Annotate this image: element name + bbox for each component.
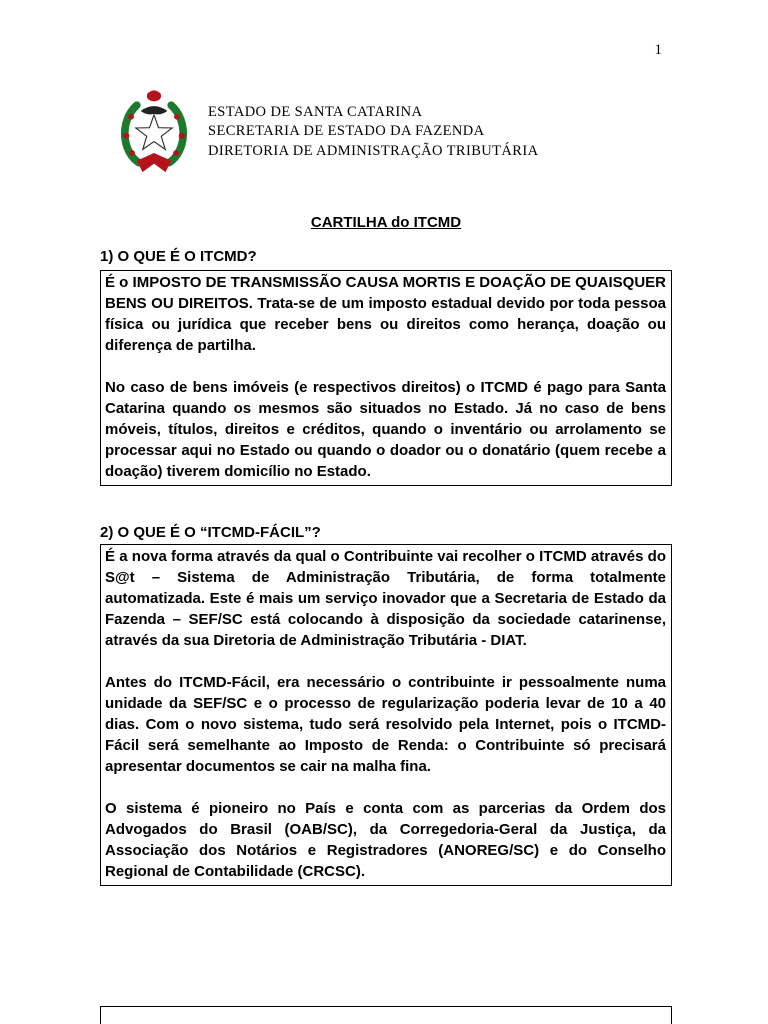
paragraph: Antes do ITCMD-Fácil, era necessário o contribuinte ir pessoalmente numa unidade da SEF/SC e o processo de regularização poderia levar de 10 a 40 dias. Com o novo sistema, tudo será resolvido pela Internet, pois o ITCMD-Fácil será semelhante ao Imposto de Renda: o Contribuinte só precisará apresentar documentos se cair na malha fina.: [105, 674, 666, 775]
org-line-directorate: DIRETORIA DE ADMINISTRAÇÃO TRIBUTÁRIA: [208, 142, 539, 159]
section-2-text-box: [100, 544, 672, 886]
paragraph: No caso de bens imóveis (e respectivos direitos) o ITCMD é pago para Santa Catarina quando os mesmos são situados no Estado. Já no caso de bens móveis, títulos, direitos e créditos, quando o inventário ou arrolamento se processar aqui no Estado ou quando o doador ou o donatário (quem recebe a doação) tiverem domicílio no Estado.: [105, 379, 666, 480]
paragraph: É a nova forma através da qual o Contribuinte vai recolher o ITCMD através do S@t – Sistema de Administração Tributária, de forma totalmente automatizada. Este é mais um serviço inovador que a Secretaria de Estado da Fazenda – SEF/SC está colocando à disposição da sociedade catarinense, através da sua Diretoria de Administração Tributária - DIAT.: [105, 548, 666, 649]
document-title: CARTILHA do ITCMD: [310, 214, 462, 231]
org-line-state: ESTADO DE SANTA CATARINA: [208, 103, 423, 120]
page-number: 1: [654, 42, 662, 58]
org-name-block: [208, 103, 538, 162]
section-1-heading: 1) O QUE É O ITCMD?: [100, 248, 257, 265]
next-section-box-top-border: [100, 1006, 672, 1024]
org-line-secretariat: SECRETARIA DE ESTADO DA FAZENDA: [208, 123, 485, 140]
section-2-heading: 2) O QUE É O “ITCMD-FÁCIL”?: [100, 524, 321, 541]
document-content: [100, 0, 672, 1024]
paragraph: O sistema é pioneiro no País e conta com as parcerias da Ordem dos Advogados do Brasil (OAB/SC), da Corregedoria-Geral da Justiça, da Associação dos Notários e Registradores (ANOREG/SC) e do Conselho Regional de Contabilidade (CRCSC).: [105, 800, 666, 880]
santa-catarina-coat-of-arms-logo: [106, 88, 202, 176]
section-1-text-box: [100, 270, 672, 486]
document-header: [106, 88, 538, 176]
paragraph: É o IMPOSTO DE TRANSMISSÃO CAUSA MORTIS E DOAÇÃO DE QUAISQUER BENS OU DIREITOS. Trata-se de um imposto estadual devido por toda pessoa física ou jurídica que receber bens ou direitos como herança, doação ou diferença de partilha.: [105, 274, 666, 354]
